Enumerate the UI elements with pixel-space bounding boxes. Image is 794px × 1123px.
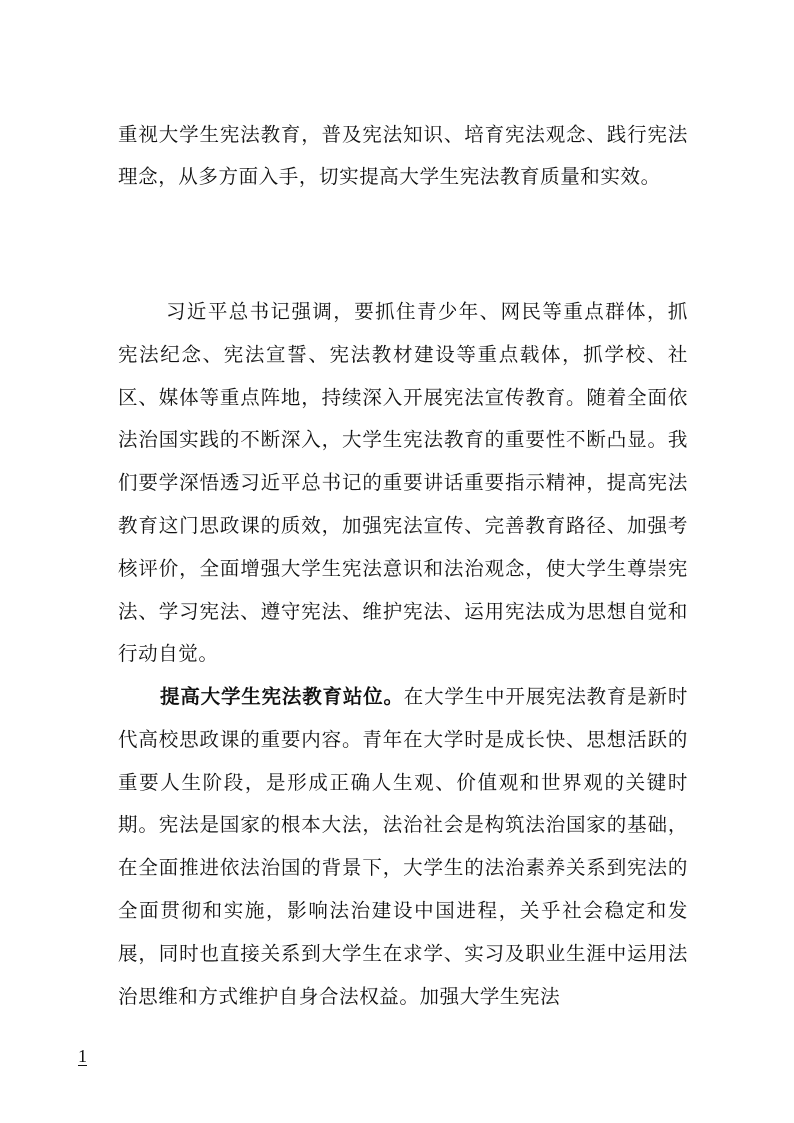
paragraph-education-standing [118, 676, 688, 1018]
paragraph-continuation [118, 114, 688, 198]
section-heading: 提高大学生宪法教育站位。 [160, 685, 404, 708]
paragraph-text: 重视大学生宪法教育，普及宪法知识、培育宪法观念、践行宪法理念，从多方面入手，切实提高大学生宪法教育质量和实效。 [118, 123, 688, 188]
page-number: 1 [78, 1046, 87, 1066]
paragraph-text: 在大学生中开展宪法教育是新时代高校思政课的重要内容。青年在大学时是成长快、思想活跃的重要人生阶段，是形成正确人生观、价值观和世界观的关键时期。宪法是国家的根本大法，法治社会是构筑法治国家的基础，在全面推进依法治国的背景下，大学生的法治素养关系到宪法的全面贯彻和实施，影响法治建设中国进程，关乎社会稳定和发展，同时也直接关系到大学生在求学、实习及职业生涯中运用法治思维和方式维护自身合法权益。加强大学生宪法 [118, 685, 689, 1008]
paragraph-text: 习近平总书记强调，要抓住青少年、网民等重点群体，抓宪法纪念、宪法宣誓、宪法教材建设等重点载体，抓学校、社区、媒体等重点阵地，持续深入开展宪法宣传教育。随着全面依法治国实践的不断深入，大学生宪法教育的重要性不断凸显。我们要学深悟透习近平总书记的重要讲话重要指示精神，提高宪法教育这门思政课的质效，加强宪法宣传、完善教育路径、加强考核评价，全面增强大学生宪法意识和法治观念，使大学生尊崇宪法、学习宪法、遵守宪法、维护宪法、运用宪法成为思想自觉和行动自觉。 [118, 300, 688, 666]
paragraph-general-secretary [118, 291, 688, 676]
